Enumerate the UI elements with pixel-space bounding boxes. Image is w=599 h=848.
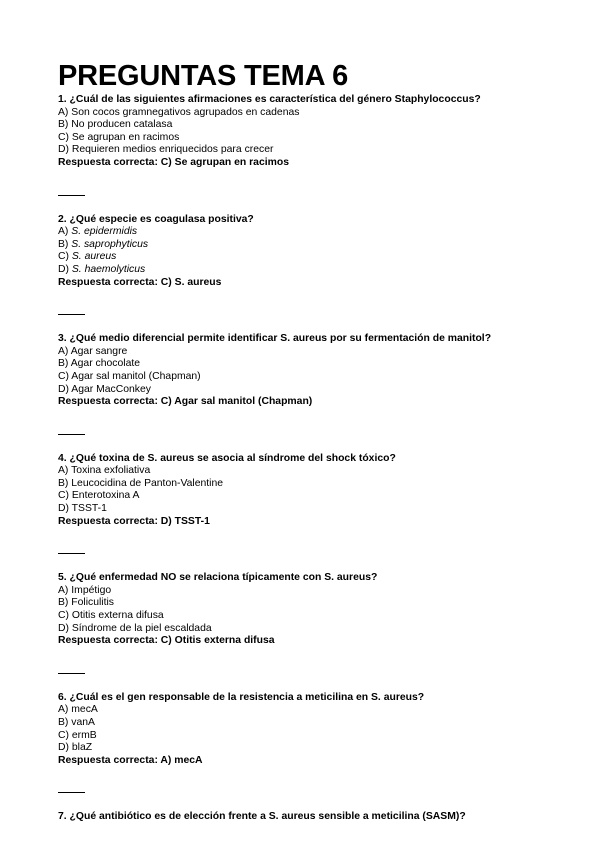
correct-answer: Respuesta correcta: C) Otitis externa difusa <box>58 635 275 647</box>
option-c: C) ermB <box>58 729 97 741</box>
option-c: C) Agar sal manitol (Chapman) <box>58 370 201 382</box>
correct-answer: Respuesta correcta: C) Agar sal manitol (Chapman) <box>58 396 313 408</box>
document-page <box>58 58 578 824</box>
option-c: C) Se agrupan en racimos <box>58 131 180 143</box>
correct-answer: Respuesta correcta: C) S. aureus <box>58 276 222 288</box>
question-2 <box>58 214 578 290</box>
option-c: C) Enterotoxina A <box>58 490 140 502</box>
option-a: A) Son cocos gramnegativos agrupados en cadenas <box>58 106 300 118</box>
option-a: A) mecA <box>58 704 98 716</box>
option-b: B) No producen catalasa <box>58 119 173 131</box>
option-d: D) S. haemolyticus <box>58 263 146 275</box>
question-text: 2. ¿Qué especie es coagulasa positiva? <box>58 213 254 225</box>
question-text: 4. ¿Qué toxina de S. aureus se asocia al síndrome del shock tóxico? <box>58 452 396 464</box>
option-d: D) TSST-1 <box>58 503 107 515</box>
correct-answer: Respuesta correcta: C) Se agrupan en racimos <box>58 156 289 168</box>
option-d: D) Requieren medios enriquecidos para crecer <box>58 144 274 156</box>
question-1 <box>58 94 578 170</box>
separator-line <box>58 673 85 674</box>
option-c: C) S. aureus <box>58 251 117 263</box>
option-d: D) blaZ <box>58 742 93 754</box>
question-3 <box>58 333 578 409</box>
question-6 <box>58 692 578 768</box>
option-d: D) Agar MacConkey <box>58 383 151 395</box>
correct-answer: Respuesta correcta: A) mecA <box>58 754 203 766</box>
separator-line <box>58 434 85 435</box>
page-title: PREGUNTAS TEMA 6 <box>58 60 349 92</box>
option-a: A) S. epidermidis <box>58 226 138 238</box>
question-text: 7. ¿Qué antibiótico es de elección frente a S. aureus sensible a meticilina (SASM)? <box>58 811 466 823</box>
question-4 <box>58 453 578 529</box>
option-a: A) Toxina exfoliativa <box>58 465 151 477</box>
question-text: 1. ¿Cuál de las siguientes afirmaciones es característica del género Staphylococcus? <box>58 94 481 105</box>
question-5 <box>58 572 578 648</box>
separator-line <box>58 314 85 315</box>
option-a: A) Impétigo <box>58 584 112 596</box>
option-a: A) Agar sangre <box>58 345 128 357</box>
option-b: B) Agar chocolate <box>58 358 141 370</box>
question-text: 5. ¿Qué enfermedad NO se relaciona típicamente con S. aureus? <box>58 572 378 584</box>
question-text: 3. ¿Qué medio diferencial permite identificar S. aureus por su fermentación de manitol? <box>58 333 492 345</box>
question-7 <box>58 811 578 824</box>
separator-line <box>58 195 85 196</box>
option-b: B) vanA <box>58 717 95 728</box>
option-b: B) Foliculitis <box>58 597 115 609</box>
option-b: B) Leucocidina de Panton-Valentine <box>58 477 224 489</box>
separator-line <box>58 553 85 554</box>
correct-answer: Respuesta correcta: D) TSST-1 <box>58 515 210 527</box>
option-d: D) Síndrome de la piel escaldada <box>58 622 212 634</box>
question-text: 6. ¿Cuál es el gen responsable de la resistencia a meticilina en S. aureus? <box>58 691 425 703</box>
option-b: B) S. saprophyticus <box>58 238 149 250</box>
separator-line <box>58 792 85 793</box>
option-c: C) Otitis externa difusa <box>58 610 164 622</box>
